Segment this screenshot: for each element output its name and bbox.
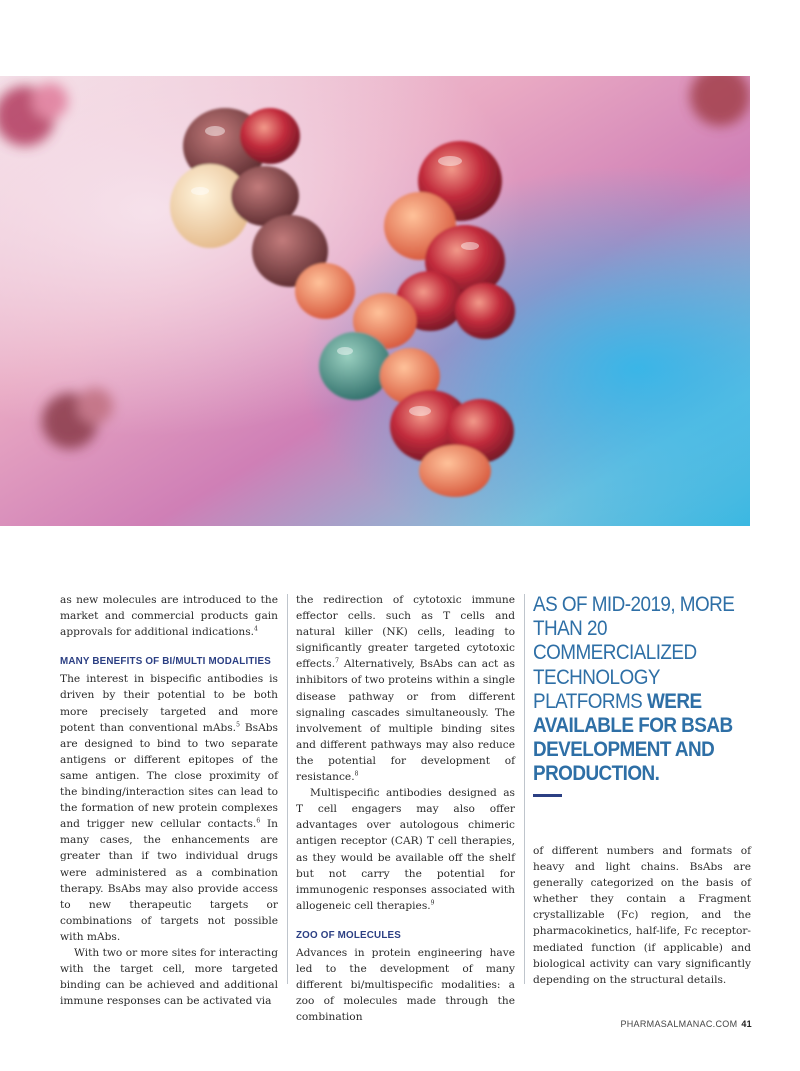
- section-heading: MANY BENEFITS OF BI/MULTI MODALITIES: [60, 656, 271, 668]
- antibody-illustration: [0, 76, 750, 526]
- paragraph: The interest in bispecific antibodies is driven by their potential to be both more precisely targeted and more potent than conventional mAbs.$^5$ BsAbs are designed to bind to two separate antigens or different epitopes of the same antigen. The close proximity of the binding/interaction sites can lead to the formation of new protein complexes and trigger new cellular contacts.$^6$ In many cases, the enhancements are greater than if two individual drugs were administered as a combination therapy. BsAbs may also provide access to new therapeutic targets or combinations of targets not possible with mAbs.: [60, 673, 278, 943]
- paragraph: the redirection of cytotoxic immune effector cells. such as T cells and natural killer (NK) cells, leading to significantly greater targeted cytotoxic effects.$^7$ Alternatively, BsAbs can act as inhibitors of two proteins within a single disease pathway or from different signaling cascades simultaneously. The involvement of multiple binding sites and different pathways may also reduce the potential for development of resistance.$^8$: [296, 594, 515, 784]
- paragraph: With two or more sites for interacting with the target cell, more targeted binding can be achieved and additional immune responses can be activated via: [60, 946, 278, 1008]
- pull-quote-light: AS OF MID-2019, MORE THAN 20 COMMERCIALIZED TECHNOLOGY PLATFORMS: [533, 593, 735, 713]
- paragraph: Advances in protein engineering have led to the development of many different bi/multispecific modalities: a zoo of molecules made through the combination: [296, 946, 515, 1024]
- paragraph: Multispecific antibodies designed as T cell engagers may also offer advantages over autologous chimeric antigen receptor (CAR) T cell therapies, as they would be available off the shelf but not carry the potential for immunogenic responses associated with allogeneic cell therapies.$^9$: [296, 787, 515, 912]
- page-number: 41: [741, 1019, 752, 1029]
- paragraph: of different numbers and formats of heavy and light chains. BsAbs are generally categorized on the basis of whether they contain a Fragment crystallizable (Fc) region, and the pharmacokinetics, half-life, Fc receptor-mediated function (if applicable) and biological activity can vary significantly depending on the structural details.: [533, 845, 751, 986]
- column-1: [60, 592, 278, 1009]
- column-rule-1: [287, 594, 288, 984]
- column-2: [296, 592, 515, 1025]
- footer-site: PHARMASALMANAC.COM: [620, 1019, 738, 1029]
- pull-quote: [533, 593, 740, 787]
- column-rule-2: [524, 594, 525, 984]
- pull-quote-rule: [533, 794, 562, 797]
- column-3: [533, 843, 751, 988]
- hero-image: [0, 76, 750, 526]
- section-heading: ZOO OF MOLECULES: [296, 929, 401, 941]
- page-footer: [620, 1019, 752, 1029]
- paragraph: as new molecules are introduced to the market and commercial products gain approvals for additional indications.$^4$: [60, 594, 278, 639]
- pull-quote-bold: WERE AVAILABLE FOR BSAB DEVELOPMENT AND PRODUCTION.: [533, 689, 733, 786]
